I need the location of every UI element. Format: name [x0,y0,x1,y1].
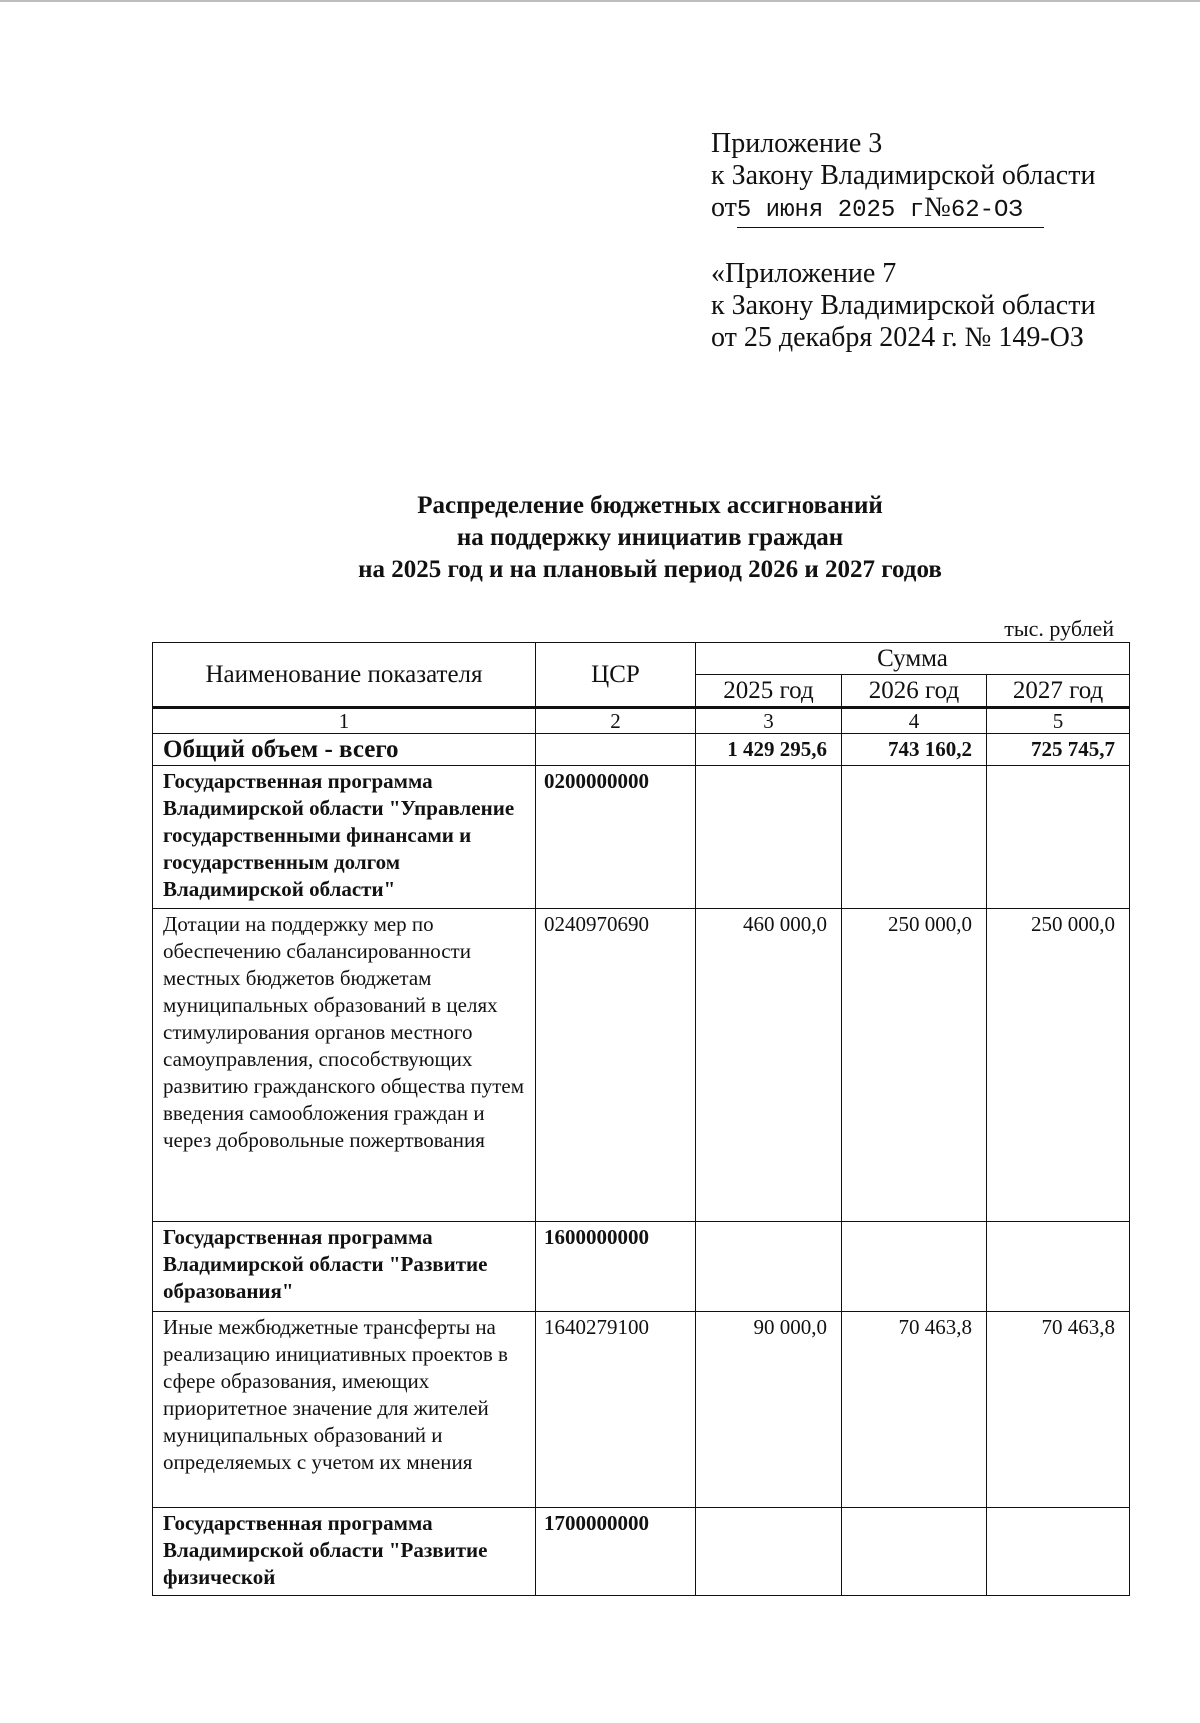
amended-appendix-title: «Приложение 7 [711,258,897,289]
appendix-header [711,128,1095,228]
row-2027: 70 463,8 [987,1312,1130,1508]
row-2025 [696,766,842,909]
column-number: 2 [536,708,696,734]
row-2026: 70 463,8 [842,1312,987,1508]
row-code: 0240970690 [536,909,696,1222]
table-header-row [153,643,1130,675]
table-row [153,1508,1130,1596]
total-2026: 743 160,2 [842,734,987,766]
appendix-date-fill [737,192,1044,228]
row-2025: 90 000,0 [696,1312,842,1508]
column-number: 5 [987,708,1130,734]
appendix-date-prefix: от [711,192,737,223]
row-2027 [987,1222,1130,1312]
column-number: 3 [696,708,842,734]
row-code: 1640279100 [536,1312,696,1508]
row-name: Государственная программа Владимирской области "Управление государственными финансами и государственным долгом Владимирской области" [153,766,536,909]
column-number: 1 [153,708,536,734]
table-row [153,1222,1130,1312]
units-label: тыс. рублей [1004,616,1114,641]
row-code: 0200000000 [536,766,696,909]
appendix-law: к Закону Владимирской области [711,160,1096,191]
table-row [153,766,1130,909]
appendix-number-sign: № [924,192,951,223]
header-2025: 2025 год [696,675,842,708]
total-code [536,734,696,766]
header-2027: 2027 год [987,675,1130,708]
table-row [153,909,1130,1222]
header-2026: 2026 год [842,675,987,708]
total-2027: 725 745,7 [987,734,1130,766]
amended-appendix-law: к Закону Владимирской области [711,290,1096,321]
row-name: Дотации на поддержку мер по обеспечению сбалансированности местных бюджетов бюджетам муниципальных образований в целях стимулирования органов местного самоуправления, способствующих развитию гражданского общества путем введения самообложения граждан и через добровольные пожертвования [153,909,536,1222]
column-numbers-row [153,708,1130,734]
header-csr: ЦСР [536,643,696,708]
budget-table [152,642,1130,1596]
row-2027 [987,1508,1130,1596]
appendix-title: Приложение 3 [711,128,883,159]
table-row [153,1312,1130,1508]
page-top-border [0,0,1200,2]
row-name: Иные межбюджетные трансферты на реализацию инициативных проектов в сфере образования, имеющих приоритетное значение для жителей муниципальных образований и определяемых с учетом их мнения [153,1312,536,1508]
row-2026: 250 000,0 [842,909,987,1222]
row-2025 [696,1222,842,1312]
appendix-date-line [711,192,1095,228]
row-2026 [842,766,987,909]
total-name: Общий объем - всего [153,734,536,766]
header-name: Наименование показателя [153,643,536,708]
title-line-3: на 2025 год и на плановый период 2026 и 2027 годов [358,556,942,583]
header-sum: Сумма [696,643,1130,675]
row-2026 [842,1222,987,1312]
total-2025: 1 429 295,6 [696,734,842,766]
title-line-2: на поддержку инициатив граждан [456,524,844,551]
amended-appendix-header [711,258,1095,354]
amended-appendix-date: от 25 декабря 2024 г. № 149-ОЗ [711,322,1084,353]
column-number: 4 [842,708,987,734]
total-row [153,734,1130,766]
title-line-1: Распределение бюджетных ассигнований [417,492,883,519]
row-2027: 250 000,0 [987,909,1130,1222]
row-name: Государственная программа Владимирской области "Развитие образования" [153,1222,536,1312]
document-title [150,490,1150,586]
row-2025: 460 000,0 [696,909,842,1222]
row-2027 [987,766,1130,909]
appendix-date: 5 июня 2025 г [736,197,925,224]
row-code: 1600000000 [536,1222,696,1312]
row-2026 [842,1508,987,1596]
row-2025 [696,1508,842,1596]
appendix-number: 62-ОЗ [950,197,1023,224]
row-code: 1700000000 [536,1508,696,1596]
row-name: Государственная программа Владимирской области "Развитие физической [153,1508,536,1596]
